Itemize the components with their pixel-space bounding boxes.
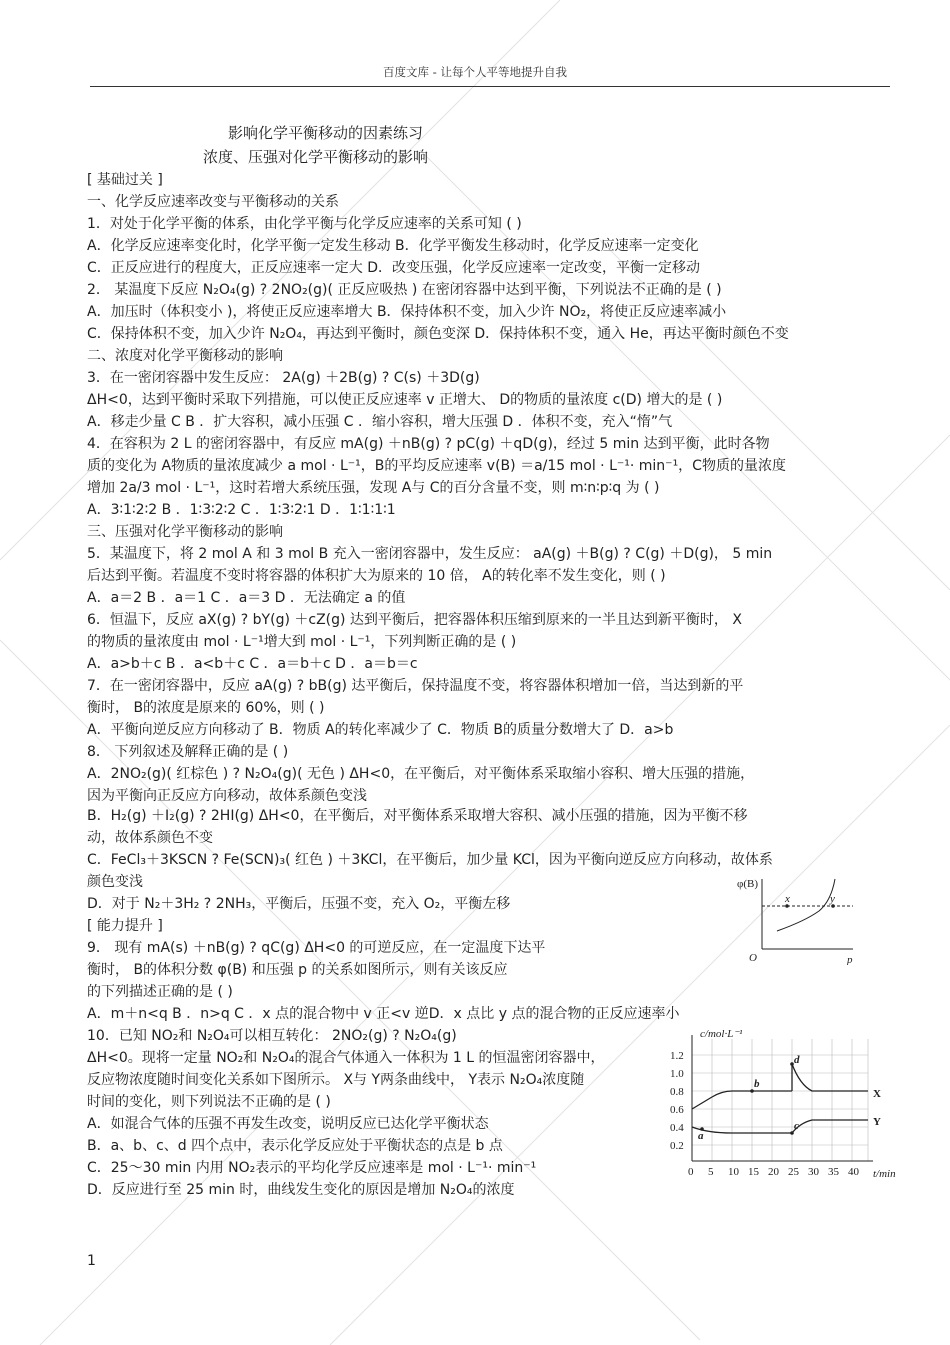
document-subtitle: 浓度、压强对化学平衡移动的影响 — [203, 148, 429, 166]
text-line: 反应物浓度随时间变化关系如下图所示。 X与 Y两条曲线中， Y表示 N₂O₄浓度随 — [87, 1072, 585, 1088]
text-line: 2． 某温度下反应 N₂O₄(g) ? 2NO₂(g)( 正反应吸热 ) 在密闭容器中达到平衡，下列说法不正确的是 ( ) — [87, 282, 722, 298]
text-line: B．a、b、c、d 四个点中，表示化学反应处于平衡状态的点是 b 点 — [87, 1138, 503, 1154]
text-line: 颜色变浅 — [87, 874, 143, 890]
fig2-yticks — [670, 1050, 684, 1152]
text-line: C．FeCl₃＋3KSCN ? Fe(SCN)₃( 红色 ) ＋3KCl，在平衡后，加少量 KCl，因为平衡向逆反应方向移动，故体系 — [87, 852, 773, 868]
text-line: D．对于 N₂＋3H₂ ? 2NH₃，平衡后，压强不变，充入 O₂，平衡左移 — [87, 896, 511, 912]
text-line: A．m＋n<q B ．n>q C ．x 点的混合物中 v 正<v 逆D．x 点比 y 点的混合物的正反应速率小 — [87, 1006, 680, 1022]
fig2-xtick: 10 — [728, 1166, 739, 1178]
fig2-label-c: c — [794, 1120, 799, 1132]
text-line: [ 基础过关 ] — [87, 172, 163, 188]
fig1-origin: O — [749, 952, 757, 964]
fig2-xtick: 5 — [708, 1166, 714, 1178]
text-line: 后达到平衡。若温度不变时将容器的体积扩大为原来的 10 倍， A的转化率不发生变化，则 ( ) — [87, 568, 666, 584]
text-line: C．正反应进行的程度大，正反应速率一定大 D．改变压强，化学反应速率一定改变，平衡一定移动 — [87, 260, 701, 276]
fig2-xtick: 30 — [808, 1166, 819, 1178]
fig2-ytick: 0.6 — [670, 1104, 684, 1116]
text-line: A．平衡向逆反应方向移动了 B．物质 A的转化率减少了 C．物质 B的质量分数增大了 D．a>b — [87, 722, 674, 738]
text-line: 8． 下列叙述及解释正确的是 ( ) — [87, 744, 289, 760]
fig1-xlabel: p — [847, 954, 853, 965]
fig2-curve-Y-part1 — [692, 1127, 792, 1133]
fig2-grid — [692, 1039, 868, 1161]
text-line: A．移走少量 C B ．扩大容积，减小压强 C ．缩小容积，增大压强 D ．体积不变，充入“惰”气 — [87, 414, 673, 430]
figure-phi-vs-p — [735, 873, 860, 965]
text-line: 时间的变化，则下列说法不正确的是 ( ) — [87, 1094, 331, 1110]
fig1-ylabel: φ(B) — [737, 878, 759, 890]
fig2-xlabel: t/min — [873, 1168, 896, 1180]
fig2-xtick: 20 — [768, 1166, 779, 1178]
text-line: C．保持体积不变，加入少许 N₂O₄，再达到平衡时，颜色变深 D．保持体积不变，通入 He，再达平衡时颜色不变 — [87, 326, 789, 342]
text-line: D．反应进行至 25 min 时，曲线发生变化的原因是增加 N₂O₄的浓度 — [87, 1182, 515, 1198]
fig2-xtick: 15 — [748, 1166, 759, 1178]
header-divider — [90, 86, 890, 87]
text-line: 的下列描述正确的是 ( ) — [87, 984, 233, 1000]
fig2-label-Y: Y — [873, 1116, 881, 1128]
text-line: 二、浓度对化学平衡移动的影响 — [87, 348, 283, 364]
text-line: 动，故体系颜色不变 — [87, 830, 213, 846]
fig2-ytick: 0.4 — [670, 1122, 684, 1134]
text-line: 5．某温度下，将 2 mol A 和 3 mol B 充入一密闭容器中，发生反应： aA(g) ＋B(g) ? C(g) ＋D(g)， 5 min — [87, 546, 773, 562]
fig2-ylabel: c/mol·L⁻¹ — [700, 1028, 743, 1040]
text-line: A．化学反应速率变化时，化学平衡一定发生移动 B．化学平衡发生移动时，化学反应速率一定变化 — [87, 238, 699, 254]
fig2-xtick: 35 — [828, 1166, 839, 1178]
text-line: 的物质的量浓度由 mol · L⁻¹增大到 mol · L⁻¹，下列判断正确的是 ( ) — [87, 634, 517, 650]
text-line: A．3∶1∶2∶2 B ．1∶3∶2∶2 C ．1∶3∶2∶1 D ．1∶1∶1∶1 — [87, 502, 396, 518]
fig2-xtick: 25 — [788, 1166, 799, 1178]
text-line: 质的变化为 A物质的量浓度减少 a mol · L⁻¹，B的平均反应速率 v(B) ＝a/15 mol · L⁻¹· min⁻¹，C物质的量浓度 — [87, 458, 786, 474]
fig2-xtick: 0 — [688, 1166, 694, 1178]
text-line: 衡时， B的浓度是原来的 60%，则 ( ) — [87, 700, 325, 716]
text-line: A．a>b＋c B ．a<b＋c C ．a＝b＋c D ．a＝b＝c — [87, 656, 418, 672]
fig1-label-y: y — [830, 893, 835, 905]
text-line: 4．在容积为 2 L 的密闭容器中，有反应 mA(g) ＋nB(g) ? pC(g) ＋qD(g)，经过 5 min 达到平衡，此时各物 — [87, 436, 770, 452]
text-line: 增加 2a/3 mol · L⁻¹，这时若增大系统压强，发现 A与 C的百分含量不变，则 m∶n∶p∶q 为 ( ) — [87, 480, 660, 496]
page-header: 百度文库 - 让每个人平等地提升自我 — [383, 65, 567, 79]
fig2-label-X: X — [873, 1088, 881, 1100]
text-line: A．如混合气体的压强不再发生改变，说明反应已达化学平衡状态 — [87, 1116, 489, 1132]
fig1-label-x: x — [785, 893, 790, 905]
fig2-ytick: 1.2 — [670, 1050, 684, 1062]
fig2-ytick: 0.2 — [670, 1140, 684, 1152]
text-line: 1．对处于化学平衡的体系，由化学平衡与化学反应速率的关系可知 ( ) — [87, 216, 522, 232]
figure-concentration-vs-time — [668, 1025, 908, 1185]
document-title: 影响化学平衡移动的因素练习 — [228, 124, 424, 142]
text-line: 7．在一密闭容器中，反应 aA(g) ? bB(g) 达平衡后，保持温度不变，将容器体积增加一倍，当达到新的平 — [87, 678, 744, 694]
fig2-label-a: a — [698, 1130, 704, 1142]
text-line: ΔH<0。现将一定量 NO₂和 N₂O₄的混合气体通入一体积为 1 L 的恒温密闭容器中， — [87, 1050, 605, 1066]
text-line: 衡时， B的体积分数 φ(B) 和压强 p 的关系如图所示，则有关该反应 — [87, 962, 508, 978]
text-line: A．加压时（体积变小 )，将使正反应速率增大 B．保持体积不变，加入少许 NO₂，将使正反应速率减小 — [87, 304, 727, 320]
page-number: 1 — [87, 1253, 96, 1269]
fig2-curve-X-part2 — [792, 1064, 868, 1091]
fig2-label-b: b — [754, 1078, 760, 1090]
fig2-xticks — [688, 1166, 860, 1178]
text-line: 9． 现有 mA(s) ＋nB(g) ? qC(g) ΔH<0 的可逆反应，在一定温度下达平 — [87, 940, 546, 956]
text-line: 6．恒温下，反应 aX(g) ? bY(g) ＋cZ(g) 达到平衡后，把容器体积压缩到原来的一半且达到新平衡时， X — [87, 612, 742, 628]
text-line: 3．在一密闭容器中发生反应： 2A(g) ＋2B(g) ? C(s) ＋3D(g) — [87, 370, 480, 386]
text-line: ΔH<0，达到平衡时采取下列措施，可以使正反应速率 v 正增大、 D的物质的量浓度 c(D) 增大的是 ( ) — [87, 392, 723, 408]
fig2-ytick: 1.0 — [670, 1068, 684, 1080]
text-line: B．H₂(g) ＋I₂(g) ? 2HI(g) ΔH<0，在平衡后，对平衡体系采取增大容积、减小压强的措施，因为平衡不移 — [87, 808, 748, 824]
fig2-curve-Y-part2 — [792, 1120, 868, 1133]
fig2-ytick: 0.8 — [670, 1086, 684, 1098]
text-line: A．2NO₂(g)( 红棕色 ) ? N₂O₄(g)( 无色 ) ΔH<0，在平衡后，对平衡体系采取缩小容积、增大压强的措施， — [87, 766, 755, 782]
fig2-label-d: d — [794, 1054, 800, 1066]
text-line: A．a＝2 B ．a＝1 C ．a＝3 D ．无法确定 a 的值 — [87, 590, 406, 606]
text-line: C．25～30 min 内用 NO₂表示的平均化学反应速率是 mol · L⁻¹· min⁻¹ — [87, 1160, 537, 1176]
fig2-curve-X-part1 — [692, 1091, 792, 1109]
text-line: 一、化学反应速率改变与平衡移动的关系 — [87, 194, 339, 210]
text-line: [ 能力提升 ] — [87, 918, 163, 934]
fig2-xtick: 40 — [848, 1166, 859, 1178]
text-line: 因为平衡向正反应方向移动，故体系颜色变浅 — [87, 788, 367, 804]
text-line: 10．已知 NO₂和 N₂O₄可以相互转化： 2NO₂(g) ? N₂O₄(g) — [87, 1028, 457, 1044]
text-line: 三、压强对化学平衡移动的影响 — [87, 524, 283, 540]
